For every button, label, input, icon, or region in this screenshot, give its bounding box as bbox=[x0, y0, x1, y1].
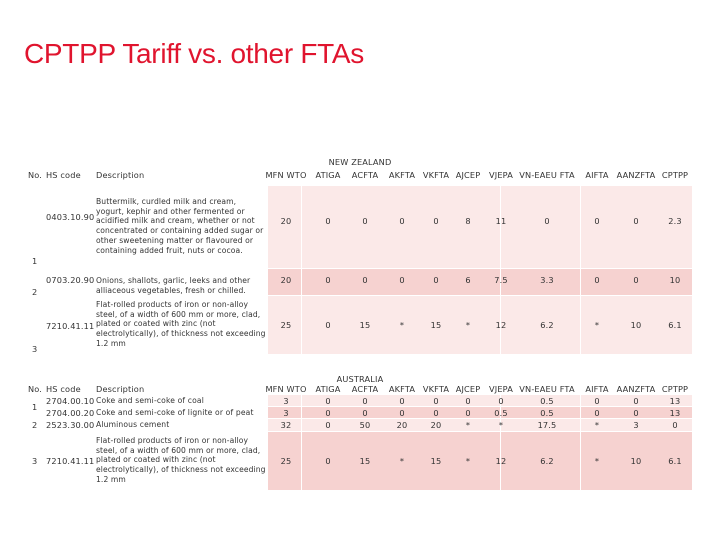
au-row1b-val: 0.5 bbox=[540, 408, 554, 418]
au-row2-val: 0 bbox=[325, 420, 331, 430]
nz-col-acfta: ACFTA bbox=[351, 170, 379, 180]
nz-row1-val: 2.3 bbox=[668, 216, 682, 226]
au-row3-val: 6.1 bbox=[668, 456, 682, 466]
nz-row2-val: 0 bbox=[633, 275, 639, 285]
au-row2-val: 17.5 bbox=[537, 420, 557, 430]
nz-row2-no: 2 bbox=[32, 287, 38, 297]
au-col-vjepa: VJEPA bbox=[489, 384, 513, 394]
nz-row3-val: 0 bbox=[325, 320, 331, 330]
au-row1-desc: Coke and semi-coke of coal bbox=[96, 396, 204, 405]
au-row3-val: 15 bbox=[359, 456, 371, 466]
au-row1-val: 3 bbox=[283, 396, 289, 406]
au-row2-hs: 2523.30.00 bbox=[46, 420, 95, 430]
au-row1-no: 1 bbox=[32, 402, 38, 412]
nz-row2-val: 3.3 bbox=[540, 275, 554, 285]
au-divider-1 bbox=[301, 395, 302, 490]
au-row2-val: 20 bbox=[396, 420, 408, 430]
nz-row2-val: 6 bbox=[465, 275, 471, 285]
au-row3-val: 10 bbox=[630, 456, 642, 466]
au-row-band-2 bbox=[268, 407, 692, 418]
au-row-band-3 bbox=[268, 419, 692, 431]
nz-row3-val: 6.1 bbox=[668, 320, 682, 330]
nz-row1-val: 0 bbox=[594, 216, 600, 226]
nz-row3-val: 12 bbox=[495, 320, 507, 330]
nz-row1-val: 0 bbox=[633, 216, 639, 226]
au-row2-val: 32 bbox=[280, 420, 292, 430]
nz-row2-val: 0 bbox=[362, 275, 368, 285]
nz-row3-val: * bbox=[399, 320, 405, 330]
nz-col-vn-eaeu-fta: VN-EAEU FTA bbox=[519, 170, 575, 180]
nz-col-aanzfta: AANZFTA bbox=[616, 170, 656, 180]
au-row1b-val: 0 bbox=[633, 408, 639, 418]
nz-row2-val: 20 bbox=[280, 275, 292, 285]
nz-col-akfta: AKFTA bbox=[388, 170, 416, 180]
au-row3-val: 15 bbox=[430, 456, 442, 466]
nz-row1-val: 0 bbox=[325, 216, 331, 226]
au-row1-val: 13 bbox=[669, 396, 681, 406]
au-row1b-val: 3 bbox=[283, 408, 289, 418]
nz-col-vjepa: VJEPA bbox=[489, 170, 513, 180]
nz-desc-header: Description bbox=[96, 170, 145, 180]
au-col-vn-eaeu-fta: VN-EAEU FTA bbox=[519, 384, 575, 394]
au-row1b-desc: Coke and semi-coke of lignite or of peat bbox=[96, 408, 254, 417]
au-row1b-hs: 2704.00.20 bbox=[46, 408, 95, 418]
nz-row1-val: 8 bbox=[465, 216, 471, 226]
nz-row3-desc: Flat-rolled products of iron or non-alloy steel, of a width of 600 mm or more, clad, plated or coated with zinc (not electrolytically), of thickness not exceeding 1.2 mm bbox=[96, 300, 266, 348]
nz-row3-hs: 7210.41.11 bbox=[46, 321, 95, 331]
au-row1-val: 0 bbox=[362, 396, 368, 406]
au-desc-header: Description bbox=[96, 384, 145, 394]
nz-row-band-2 bbox=[268, 269, 692, 295]
nz-col-ajcep: AJCEP bbox=[455, 170, 481, 180]
au-row1b-val: 0.5 bbox=[494, 408, 508, 418]
au-no-header: No. bbox=[28, 384, 43, 394]
au-row1-val: 0 bbox=[633, 396, 639, 406]
au-row3-val: * bbox=[465, 456, 471, 466]
nz-row2-val: 10 bbox=[669, 275, 681, 285]
au-col-acfta: ACFTA bbox=[351, 384, 379, 394]
nz-col-aifta: AIFTA bbox=[585, 170, 609, 180]
nz-row-band-1 bbox=[268, 186, 692, 268]
nz-row2-val: 0 bbox=[594, 275, 600, 285]
au-row1b-val: 0 bbox=[399, 408, 405, 418]
au-row3-no: 3 bbox=[32, 456, 38, 466]
nz-row2-val: 0 bbox=[325, 275, 331, 285]
au-row1-val: 0 bbox=[498, 396, 504, 406]
au-row1-val: 0 bbox=[325, 396, 331, 406]
au-col-akfta: AKFTA bbox=[388, 384, 416, 394]
au-row2-val: 20 bbox=[430, 420, 442, 430]
au-row1-val: 0 bbox=[399, 396, 405, 406]
au-row3-val: 0 bbox=[325, 456, 331, 466]
au-row3-val: * bbox=[594, 456, 600, 466]
au-row1b-val: 0 bbox=[594, 408, 600, 418]
nz-col-mfn-wto: MFN WTO bbox=[265, 170, 307, 180]
nz-col-cptpp: CPTPP bbox=[661, 170, 689, 180]
au-row1-val: 0.5 bbox=[540, 396, 554, 406]
nz-row2-val: 0 bbox=[433, 275, 439, 285]
au-row3-desc: Flat-rolled products of iron or non-alloy steel, of a width of 600 mm or more, clad, plated or coated with zinc (not electrolytically), of thickness not exceeding 1.2 mm bbox=[96, 436, 266, 484]
nz-divider-1 bbox=[301, 186, 302, 354]
au-row1-val: 0 bbox=[433, 396, 439, 406]
nz-row3-val: 10 bbox=[630, 320, 642, 330]
nz-row3-val: * bbox=[465, 320, 471, 330]
nz-row1-val: 20 bbox=[280, 216, 292, 226]
au-row1b-val: 13 bbox=[669, 408, 681, 418]
au-country-header: AUSTRALIA bbox=[336, 374, 384, 384]
au-hs-header: HS code bbox=[46, 384, 81, 394]
nz-row1-val: 0 bbox=[544, 216, 550, 226]
au-row1b-val: 0 bbox=[325, 408, 331, 418]
au-row1-val: 0 bbox=[594, 396, 600, 406]
nz-divider-3 bbox=[580, 186, 581, 354]
nz-row-band-3 bbox=[268, 296, 692, 354]
au-col-mfn-wto: MFN WTO bbox=[265, 384, 307, 394]
au-row2-val: 3 bbox=[633, 420, 639, 430]
au-row2-no: 2 bbox=[32, 420, 38, 430]
au-row2-val: 50 bbox=[359, 420, 371, 430]
nz-country-header: NEW ZEALAND bbox=[328, 157, 392, 167]
au-row-band-1 bbox=[268, 395, 692, 406]
nz-row1-val: 0 bbox=[399, 216, 405, 226]
nz-row1-desc: Buttermilk, curdled milk and cream, yogurt, kephir and other fermented or acidified milk and cream, whether or not concentrated or containing added sugar or other sweetening matter or flavoured or containing added fruit, nuts or cocoa. bbox=[96, 197, 264, 255]
nz-row3-val: 25 bbox=[280, 320, 292, 330]
nz-row3-val: 15 bbox=[359, 320, 371, 330]
au-row1-hs: 2704.00.10 bbox=[46, 396, 95, 406]
au-row2-val: * bbox=[465, 420, 471, 430]
au-row-band-4 bbox=[268, 432, 692, 490]
au-row3-val: * bbox=[399, 456, 405, 466]
nz-row1-val: 0 bbox=[362, 216, 368, 226]
nz-row2-val: 7.5 bbox=[494, 275, 508, 285]
au-row1b-val: 0 bbox=[465, 408, 471, 418]
nz-row3-no: 3 bbox=[32, 344, 38, 354]
nz-row1-no: 1 bbox=[32, 256, 38, 266]
nz-row3-val: 6.2 bbox=[540, 320, 554, 330]
au-row3-val: 25 bbox=[280, 456, 292, 466]
nz-row2-val: 0 bbox=[399, 275, 405, 285]
nz-col-atiga: ATIGA bbox=[315, 170, 341, 180]
au-row1b-val: 0 bbox=[433, 408, 439, 418]
au-row3-val: 6.2 bbox=[540, 456, 554, 466]
au-row2-desc: Aluminous cement bbox=[96, 420, 170, 429]
page-title: CPTPP Tariff vs. other FTAs bbox=[24, 38, 364, 69]
au-col-cptpp: CPTPP bbox=[661, 384, 689, 394]
nz-row3-val: * bbox=[594, 320, 600, 330]
nz-no-header: No. bbox=[28, 170, 43, 180]
nz-row2-hs: 0703.20.90 bbox=[46, 275, 95, 285]
au-row2-val: * bbox=[498, 420, 504, 430]
nz-hs-header: HS code bbox=[46, 170, 81, 180]
au-col-aanzfta: AANZFTA bbox=[616, 384, 656, 394]
nz-row1-hs: 0403.10.90 bbox=[46, 212, 95, 222]
au-row2-val: * bbox=[594, 420, 600, 430]
au-row1b-val: 0 bbox=[362, 408, 368, 418]
au-col-ajcep: AJCEP bbox=[455, 384, 481, 394]
au-col-aifta: AIFTA bbox=[585, 384, 609, 394]
au-row1-val: 0 bbox=[465, 396, 471, 406]
au-col-vkfta: VKFTA bbox=[422, 384, 450, 394]
nz-row3-val: 15 bbox=[430, 320, 442, 330]
au-row3-hs: 7210.41.11 bbox=[46, 456, 95, 466]
nz-row1-val: 11 bbox=[495, 216, 507, 226]
nz-row2-desc: Onions, shallots, garlic, leeks and other alliaceous vegetables, fresh or chilled. bbox=[96, 276, 251, 295]
nz-row1-val: 0 bbox=[433, 216, 439, 226]
au-col-atiga: ATIGA bbox=[315, 384, 341, 394]
au-divider-3 bbox=[580, 395, 581, 490]
nz-col-vkfta: VKFTA bbox=[422, 170, 450, 180]
au-row2-val: 0 bbox=[672, 420, 678, 430]
au-row3-val: 12 bbox=[495, 456, 507, 466]
